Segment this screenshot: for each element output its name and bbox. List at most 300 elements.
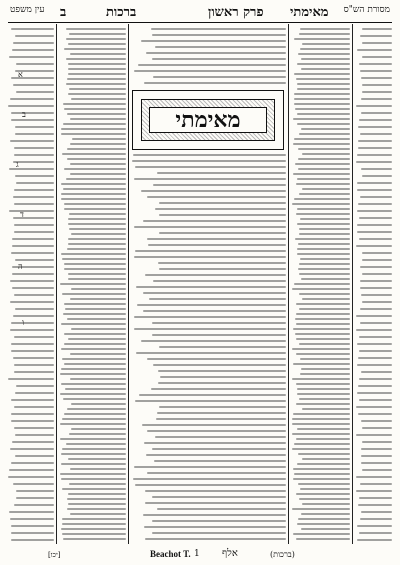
text-line bbox=[358, 140, 392, 142]
text-line bbox=[13, 196, 54, 198]
text-line bbox=[9, 210, 54, 212]
printer-signature: Beachot T. bbox=[150, 549, 191, 559]
text-line bbox=[358, 357, 392, 359]
text-line bbox=[361, 98, 392, 100]
text-line bbox=[134, 328, 286, 330]
text-line bbox=[297, 123, 350, 125]
text-line bbox=[295, 238, 350, 240]
text-line bbox=[294, 473, 350, 475]
text-line bbox=[297, 178, 350, 180]
text-line bbox=[16, 91, 54, 93]
text-line bbox=[292, 348, 350, 350]
text-line bbox=[15, 126, 54, 128]
text-line bbox=[155, 208, 286, 210]
text-line bbox=[156, 418, 286, 420]
text-line bbox=[10, 140, 54, 142]
text-line bbox=[359, 336, 392, 338]
text-line bbox=[293, 478, 350, 480]
text-line bbox=[137, 304, 286, 306]
text-line bbox=[361, 462, 392, 464]
text-line bbox=[152, 334, 286, 336]
text-line bbox=[301, 128, 350, 130]
text-line bbox=[142, 424, 286, 426]
text-line bbox=[62, 258, 126, 260]
text-line bbox=[11, 462, 54, 464]
text-line bbox=[362, 252, 392, 254]
text-line bbox=[15, 434, 54, 436]
text-line bbox=[64, 363, 126, 365]
text-line bbox=[358, 385, 392, 387]
text-line bbox=[297, 63, 350, 65]
text-line bbox=[148, 244, 286, 246]
text-line bbox=[146, 454, 286, 456]
text-line bbox=[362, 259, 392, 261]
text-line bbox=[299, 343, 350, 345]
text-line bbox=[298, 53, 350, 55]
text-line bbox=[71, 428, 126, 430]
text-line bbox=[356, 315, 392, 317]
text-line bbox=[64, 203, 126, 205]
text-line bbox=[360, 322, 392, 324]
text-line bbox=[153, 364, 286, 366]
text-line bbox=[69, 483, 126, 485]
text-line bbox=[300, 48, 350, 50]
text-line bbox=[296, 183, 350, 185]
text-line bbox=[302, 408, 350, 410]
text-line bbox=[357, 525, 392, 527]
text-line bbox=[141, 340, 286, 342]
text-line bbox=[141, 40, 286, 42]
column-divider bbox=[128, 24, 129, 544]
text-line bbox=[297, 113, 350, 115]
text-line bbox=[61, 383, 126, 385]
text-line bbox=[11, 399, 54, 401]
text-line bbox=[153, 184, 286, 186]
text-line bbox=[356, 161, 392, 163]
text-line bbox=[10, 329, 54, 331]
text-line bbox=[68, 503, 126, 505]
text-line bbox=[61, 198, 126, 200]
text-line bbox=[302, 503, 350, 505]
text-line bbox=[152, 34, 286, 36]
text-line bbox=[11, 413, 54, 415]
text-line bbox=[295, 318, 350, 320]
text-line bbox=[357, 224, 392, 226]
text-line bbox=[360, 483, 392, 485]
margin-letter: ג bbox=[16, 160, 19, 169]
text-line bbox=[64, 333, 126, 335]
text-line bbox=[71, 288, 126, 290]
text-line bbox=[70, 378, 126, 380]
text-line bbox=[301, 368, 350, 370]
text-line bbox=[11, 252, 54, 254]
text-line bbox=[292, 288, 350, 290]
text-line bbox=[68, 43, 126, 45]
text-line bbox=[362, 28, 392, 30]
text-line bbox=[293, 328, 350, 330]
text-line bbox=[16, 182, 54, 184]
ein-mishpat-label: עין משפט bbox=[10, 5, 45, 15]
text-line bbox=[66, 83, 126, 85]
text-line bbox=[362, 42, 392, 44]
text-line bbox=[296, 78, 350, 80]
text-line bbox=[356, 434, 392, 436]
text-line bbox=[135, 250, 286, 252]
text-line bbox=[360, 133, 392, 135]
text-line bbox=[302, 153, 350, 155]
text-line bbox=[361, 371, 393, 373]
text-line bbox=[134, 466, 286, 468]
text-line bbox=[295, 108, 350, 110]
text-line bbox=[297, 393, 350, 395]
text-line bbox=[9, 469, 54, 471]
text-line bbox=[293, 118, 350, 120]
folio-number: 1 bbox=[194, 549, 200, 559]
text-line bbox=[67, 113, 126, 115]
text-line bbox=[296, 213, 350, 215]
text-line bbox=[359, 217, 392, 219]
text-line bbox=[298, 268, 350, 270]
text-line bbox=[66, 443, 126, 445]
text-line bbox=[16, 497, 54, 499]
text-line bbox=[71, 98, 126, 100]
text-line bbox=[15, 35, 54, 37]
text-line bbox=[144, 442, 286, 444]
text-line bbox=[158, 370, 286, 372]
text-line bbox=[60, 373, 126, 375]
text-line bbox=[61, 368, 126, 370]
text-line bbox=[151, 388, 286, 390]
text-line bbox=[134, 316, 286, 318]
text-line bbox=[15, 259, 54, 261]
text-line bbox=[144, 82, 286, 84]
text-line bbox=[299, 228, 350, 230]
text-line bbox=[300, 488, 350, 490]
text-line bbox=[362, 91, 392, 93]
text-line bbox=[70, 163, 126, 165]
text-line bbox=[16, 385, 54, 387]
text-line bbox=[64, 263, 126, 265]
text-line bbox=[144, 526, 286, 528]
text-line bbox=[301, 528, 350, 530]
text-line bbox=[297, 428, 350, 430]
text-line bbox=[15, 392, 54, 394]
text-line bbox=[360, 70, 392, 72]
text-line bbox=[62, 523, 126, 525]
text-line bbox=[298, 148, 350, 150]
text-line bbox=[68, 243, 126, 245]
text-line bbox=[362, 427, 392, 429]
text-line bbox=[159, 406, 286, 408]
text-line bbox=[10, 448, 54, 450]
text-line bbox=[362, 175, 392, 177]
text-line bbox=[298, 518, 350, 520]
text-line bbox=[68, 73, 126, 75]
text-line bbox=[143, 514, 286, 516]
text-line bbox=[61, 463, 126, 465]
text-line bbox=[301, 68, 350, 70]
text-line bbox=[13, 483, 54, 485]
text-line bbox=[61, 128, 126, 130]
text-line bbox=[11, 28, 54, 30]
commentary-title: מאימתי bbox=[290, 5, 329, 20]
text-line bbox=[297, 248, 350, 250]
text-line bbox=[357, 231, 392, 233]
text-line bbox=[64, 303, 126, 305]
text-line bbox=[295, 163, 350, 165]
text-line bbox=[62, 488, 126, 490]
text-line bbox=[70, 53, 126, 55]
text-line bbox=[61, 183, 126, 185]
text-line bbox=[61, 323, 126, 325]
text-line bbox=[61, 193, 126, 195]
text-line bbox=[157, 412, 286, 414]
text-line bbox=[71, 328, 126, 330]
text-line bbox=[357, 539, 392, 541]
text-line bbox=[359, 350, 392, 352]
tractate-footer-label: (ברכות) bbox=[270, 550, 295, 559]
text-line bbox=[295, 333, 350, 335]
masoret-label: מסורת הש"ס bbox=[343, 5, 390, 15]
text-line bbox=[14, 294, 54, 296]
text-line bbox=[297, 223, 350, 225]
text-line bbox=[66, 28, 126, 30]
text-line bbox=[356, 406, 392, 408]
text-line bbox=[356, 476, 392, 478]
text-line bbox=[136, 352, 286, 354]
text-line bbox=[9, 511, 54, 513]
text-line bbox=[143, 310, 286, 312]
text-line bbox=[296, 313, 350, 315]
text-line bbox=[61, 453, 126, 455]
text-line bbox=[68, 493, 126, 495]
text-line bbox=[152, 496, 286, 498]
text-line bbox=[294, 283, 350, 285]
text-line bbox=[63, 188, 126, 190]
text-line bbox=[359, 119, 392, 121]
text-line bbox=[296, 383, 350, 385]
margin-letter: ה bbox=[18, 262, 23, 271]
text-line bbox=[62, 448, 126, 450]
text-line bbox=[61, 348, 127, 350]
text-line bbox=[64, 168, 126, 170]
text-line bbox=[145, 274, 286, 276]
text-line bbox=[159, 232, 286, 234]
text-line bbox=[299, 398, 350, 400]
text-line bbox=[135, 400, 286, 402]
text-line bbox=[67, 498, 126, 500]
text-line bbox=[134, 226, 286, 228]
text-line bbox=[152, 532, 286, 534]
text-line bbox=[360, 280, 392, 282]
text-line bbox=[15, 175, 54, 177]
text-line bbox=[12, 441, 54, 443]
text-line bbox=[356, 490, 392, 492]
text-line bbox=[67, 318, 126, 320]
text-line bbox=[63, 103, 126, 105]
text-line bbox=[358, 126, 392, 128]
text-line bbox=[359, 532, 392, 534]
text-line bbox=[294, 103, 350, 105]
text-line bbox=[293, 363, 350, 365]
text-line bbox=[143, 292, 286, 294]
tosafot-column bbox=[60, 24, 126, 544]
text-line bbox=[360, 196, 393, 198]
page-number: ב bbox=[60, 5, 67, 20]
text-line bbox=[357, 154, 392, 156]
masoret-column bbox=[356, 24, 392, 544]
text-line bbox=[145, 490, 286, 492]
text-line bbox=[64, 343, 126, 345]
margin-letter: ו bbox=[22, 318, 25, 327]
margin-letter: א bbox=[18, 70, 23, 79]
text-line bbox=[67, 248, 126, 250]
text-line bbox=[294, 138, 350, 140]
text-line bbox=[297, 88, 350, 90]
text-line bbox=[300, 28, 350, 30]
text-line bbox=[15, 308, 54, 310]
text-line bbox=[299, 233, 350, 235]
chapter-title: פרק ראשון bbox=[208, 5, 264, 20]
text-line bbox=[63, 313, 126, 315]
text-line bbox=[292, 508, 350, 510]
text-line bbox=[157, 508, 286, 510]
text-line bbox=[68, 273, 126, 275]
text-line bbox=[299, 33, 350, 35]
text-line bbox=[358, 504, 392, 506]
text-line bbox=[357, 392, 392, 394]
text-line bbox=[358, 413, 392, 415]
text-line bbox=[361, 294, 392, 296]
text-line bbox=[153, 280, 286, 282]
text-line bbox=[147, 472, 286, 474]
text-line bbox=[158, 262, 286, 264]
text-line bbox=[356, 329, 392, 331]
text-line bbox=[12, 49, 54, 51]
text-line bbox=[67, 148, 126, 150]
text-line bbox=[292, 203, 350, 205]
text-line bbox=[357, 343, 392, 345]
text-line bbox=[298, 168, 350, 170]
text-line bbox=[67, 78, 126, 80]
text-line bbox=[292, 378, 350, 380]
text-line bbox=[62, 293, 126, 295]
text-line bbox=[299, 308, 350, 310]
text-line bbox=[67, 158, 126, 160]
text-line bbox=[16, 63, 54, 65]
text-line bbox=[357, 189, 392, 191]
text-line bbox=[152, 58, 286, 60]
text-line bbox=[66, 178, 126, 180]
text-line bbox=[69, 228, 126, 230]
text-line bbox=[62, 153, 126, 155]
text-line bbox=[64, 208, 126, 210]
text-line bbox=[360, 287, 392, 289]
text-line bbox=[359, 497, 392, 499]
text-line bbox=[361, 420, 392, 422]
text-line bbox=[301, 278, 350, 280]
text-line bbox=[10, 518, 54, 520]
text-line bbox=[358, 147, 392, 149]
text-line bbox=[359, 399, 392, 401]
text-line bbox=[149, 298, 286, 300]
text-line bbox=[153, 76, 286, 78]
text-line bbox=[135, 166, 286, 168]
text-line bbox=[361, 168, 392, 170]
text-line bbox=[11, 322, 54, 324]
text-line bbox=[152, 322, 286, 324]
text-line bbox=[359, 63, 392, 65]
text-line bbox=[14, 189, 54, 191]
text-line bbox=[14, 203, 54, 205]
text-line bbox=[12, 287, 54, 289]
text-line bbox=[68, 63, 126, 65]
text-line bbox=[62, 518, 126, 520]
text-line bbox=[14, 154, 54, 156]
column-divider bbox=[352, 24, 353, 544]
text-line bbox=[299, 193, 350, 195]
text-line bbox=[65, 388, 126, 390]
text-line bbox=[68, 238, 126, 240]
text-line bbox=[71, 403, 126, 405]
text-line bbox=[296, 403, 350, 405]
text-line bbox=[356, 105, 392, 107]
text-line bbox=[361, 77, 392, 79]
text-line bbox=[293, 533, 351, 535]
text-line bbox=[11, 532, 54, 534]
text-line bbox=[155, 436, 286, 438]
text-line bbox=[14, 504, 54, 506]
text-line bbox=[147, 430, 286, 432]
text-line bbox=[154, 460, 286, 462]
text-line bbox=[60, 283, 126, 285]
text-line bbox=[14, 231, 54, 233]
text-line bbox=[296, 438, 350, 440]
text-line bbox=[139, 394, 286, 396]
text-line bbox=[134, 70, 286, 72]
column-divider bbox=[56, 24, 57, 544]
text-line bbox=[66, 58, 126, 60]
text-line bbox=[14, 427, 54, 429]
column-divider bbox=[288, 24, 289, 544]
text-line bbox=[299, 273, 350, 275]
footer-mark: [יכו] bbox=[48, 551, 61, 559]
text-line bbox=[15, 455, 54, 457]
text-line bbox=[8, 378, 54, 380]
text-line bbox=[302, 458, 350, 460]
text-line bbox=[11, 525, 54, 527]
text-line bbox=[66, 38, 126, 40]
page-header bbox=[8, 4, 392, 23]
text-line bbox=[68, 458, 126, 460]
text-line bbox=[292, 448, 350, 450]
text-line bbox=[300, 373, 350, 375]
text-line bbox=[360, 266, 392, 268]
text-line bbox=[60, 473, 126, 475]
text-line bbox=[10, 280, 54, 282]
text-line bbox=[133, 154, 287, 156]
text-line bbox=[362, 469, 392, 471]
text-line bbox=[152, 520, 286, 522]
text-line bbox=[68, 93, 127, 95]
text-line bbox=[65, 308, 126, 310]
text-line bbox=[60, 423, 126, 425]
text-line bbox=[362, 84, 392, 86]
text-line bbox=[293, 468, 350, 470]
text-line bbox=[10, 301, 54, 303]
text-line bbox=[60, 438, 126, 440]
text-line bbox=[300, 358, 350, 360]
